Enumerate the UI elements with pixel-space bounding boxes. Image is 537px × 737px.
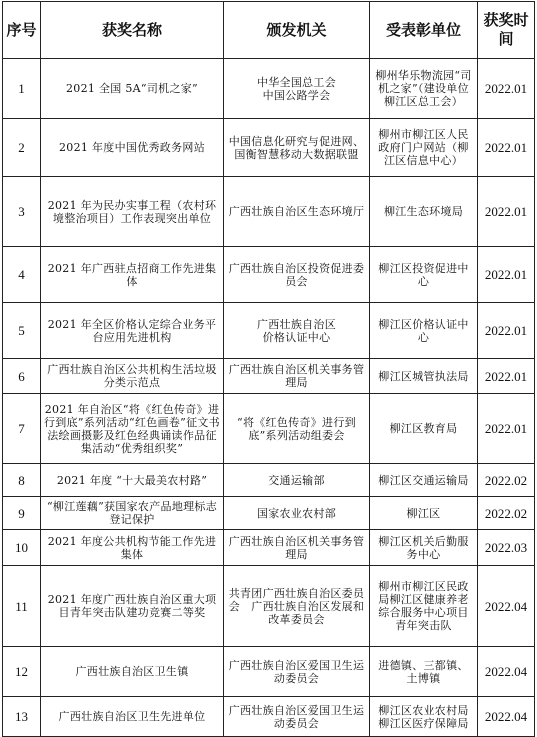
- row-awarded-unit: 柳江区价格认证中心: [370, 303, 478, 359]
- header-no: 序号: [3, 2, 41, 59]
- award-table: [2, 1, 535, 737]
- row-award-time: 2022.04: [478, 647, 535, 697]
- table-row: [3, 464, 535, 497]
- table-row: [3, 119, 535, 177]
- row-awarded-unit: 柳江区教育局: [370, 394, 478, 464]
- row-issuing-authority: 广西壮族自治区机关事务管理局: [224, 530, 370, 566]
- header-award-time: 获奖时间: [478, 2, 535, 59]
- row-awarded-unit: 柳江区机关后勤服务中心: [370, 530, 478, 566]
- row-issuing-authority: 广西壮族自治区爱国卫生运动委员会: [224, 697, 370, 737]
- table-row: [3, 177, 535, 247]
- table-row: [3, 394, 535, 464]
- row-no: 1: [3, 59, 41, 119]
- row-no: 5: [3, 303, 41, 359]
- header-issuing-authority: 颁发机关: [224, 2, 370, 59]
- row-awarded-unit: 柳州华乐物流园“司机之家”（建设单位柳江区总工会）: [370, 59, 478, 119]
- row-no: 13: [3, 697, 41, 737]
- row-award-name: 2021 年度中国优秀政务网站: [41, 119, 224, 177]
- row-awarded-unit: 柳州市柳江区民政局柳江区健康养老综合服务中心项目青年突击队: [370, 566, 478, 647]
- table-row: [3, 697, 535, 737]
- row-award-time: 2022.01: [478, 119, 535, 177]
- row-award-name: 2021 年度 “十大最美农村路”: [41, 464, 224, 497]
- row-award-name: 2021 年全区价格认定综合业务平台应用先进机构: [41, 303, 224, 359]
- row-award-time: 2022.01: [478, 394, 535, 464]
- table-row: [3, 247, 535, 303]
- row-awarded-unit: 柳江生态环境局: [370, 177, 478, 247]
- row-issuing-authority: 广西壮族自治区投资促进委员会: [224, 247, 370, 303]
- row-award-time: 2022.02: [478, 497, 535, 530]
- row-no: 7: [3, 394, 41, 464]
- row-no: 3: [3, 177, 41, 247]
- table-row: [3, 647, 535, 697]
- table-row: [3, 303, 535, 359]
- row-issuing-authority: 中华全国总工会 中国公路学会: [224, 59, 370, 119]
- row-awarded-unit: 柳江区农业农村局 柳江区医疗保障局: [370, 697, 478, 737]
- row-awarded-unit: 柳州市柳江区人民政府门户网站（柳江区信息中心）: [370, 119, 478, 177]
- row-awarded-unit: 柳江区交通运输局: [370, 464, 478, 497]
- header-awarded-unit: 受表彰单位: [370, 2, 478, 59]
- row-award-time: 2022.04: [478, 566, 535, 647]
- row-issuing-authority: 广西壮族自治区生态环境厅: [224, 177, 370, 247]
- row-no: 8: [3, 464, 41, 497]
- row-award-time: 2022.01: [478, 59, 535, 119]
- row-awarded-unit: 进德镇、三都镇、土博镇: [370, 647, 478, 697]
- row-award-time: 2022.02: [478, 464, 535, 497]
- row-issuing-authority: 中国信息化研究与促进网、国衡智慧移动大数据联盟: [224, 119, 370, 177]
- row-issuing-authority: 广西壮族自治区 价格认证中心: [224, 303, 370, 359]
- row-no: 11: [3, 566, 41, 647]
- row-no: 2: [3, 119, 41, 177]
- row-award-name: “柳江莲藕”获国家农产品地理标志登记保护: [41, 497, 224, 530]
- row-issuing-authority: 交通运输部: [224, 464, 370, 497]
- row-award-name: 2021 年度广西壮族自治区重大项目青年突击队建功竞赛二等奖: [41, 566, 224, 647]
- row-award-name: 广西壮族自治区卫生镇: [41, 647, 224, 697]
- row-award-time: 2022.03: [478, 530, 535, 566]
- row-award-name: 2021 年广西驻点招商工作先进集体: [41, 247, 224, 303]
- row-issuing-authority: “将《红色传奇》进行到底”系列活动组委会: [224, 394, 370, 464]
- row-awarded-unit: 柳江区城管执法局: [370, 359, 478, 394]
- row-award-name: 2021 全国 5A“司机之家”: [41, 59, 224, 119]
- row-award-name: 2021 年为民办实事工程（农村环境整治项目）工作表现突出单位: [41, 177, 224, 247]
- row-issuing-authority: 广西壮族自治区机关事务管理局: [224, 359, 370, 394]
- row-no: 10: [3, 530, 41, 566]
- row-award-name: 广西壮族自治区公共机构生活垃圾分类示范点: [41, 359, 224, 394]
- row-issuing-authority: 共青团广西壮族自治区委员会 广西壮族自治区发展和改革委员会: [224, 566, 370, 647]
- table-row: [3, 566, 535, 647]
- row-award-time: 2022.04: [478, 697, 535, 737]
- row-award-time: 2022.01: [478, 247, 535, 303]
- row-awarded-unit: 柳江区: [370, 497, 478, 530]
- row-award-time: 2022.01: [478, 177, 535, 247]
- header-award-name: 获奖名称: [41, 2, 224, 59]
- header-row: [3, 2, 535, 59]
- row-award-time: 2022.01: [478, 303, 535, 359]
- table-row: [3, 497, 535, 530]
- table-body: [3, 59, 535, 737]
- row-issuing-authority: 国家农业农村部: [224, 497, 370, 530]
- row-no: 4: [3, 247, 41, 303]
- row-award-name: 2021 年自治区“将《红色传奇》进行到底”系列活动“红色画卷”征文书法绘画摄影及红色经典诵读作品征集活动“优秀组织奖”: [41, 394, 224, 464]
- row-award-name: 2021 年度公共机构节能工作先进集体: [41, 530, 224, 566]
- table-row: [3, 359, 535, 394]
- row-award-time: 2022.01: [478, 359, 535, 394]
- row-no: 12: [3, 647, 41, 697]
- table-row: [3, 530, 535, 566]
- row-no: 9: [3, 497, 41, 530]
- row-no: 6: [3, 359, 41, 394]
- row-award-name: 广西壮族自治区卫生先进单位: [41, 697, 224, 737]
- row-issuing-authority: 广西壮族自治区爱国卫生运动委员会: [224, 647, 370, 697]
- table-row: [3, 59, 535, 119]
- row-awarded-unit: 柳江区投资促进中心: [370, 247, 478, 303]
